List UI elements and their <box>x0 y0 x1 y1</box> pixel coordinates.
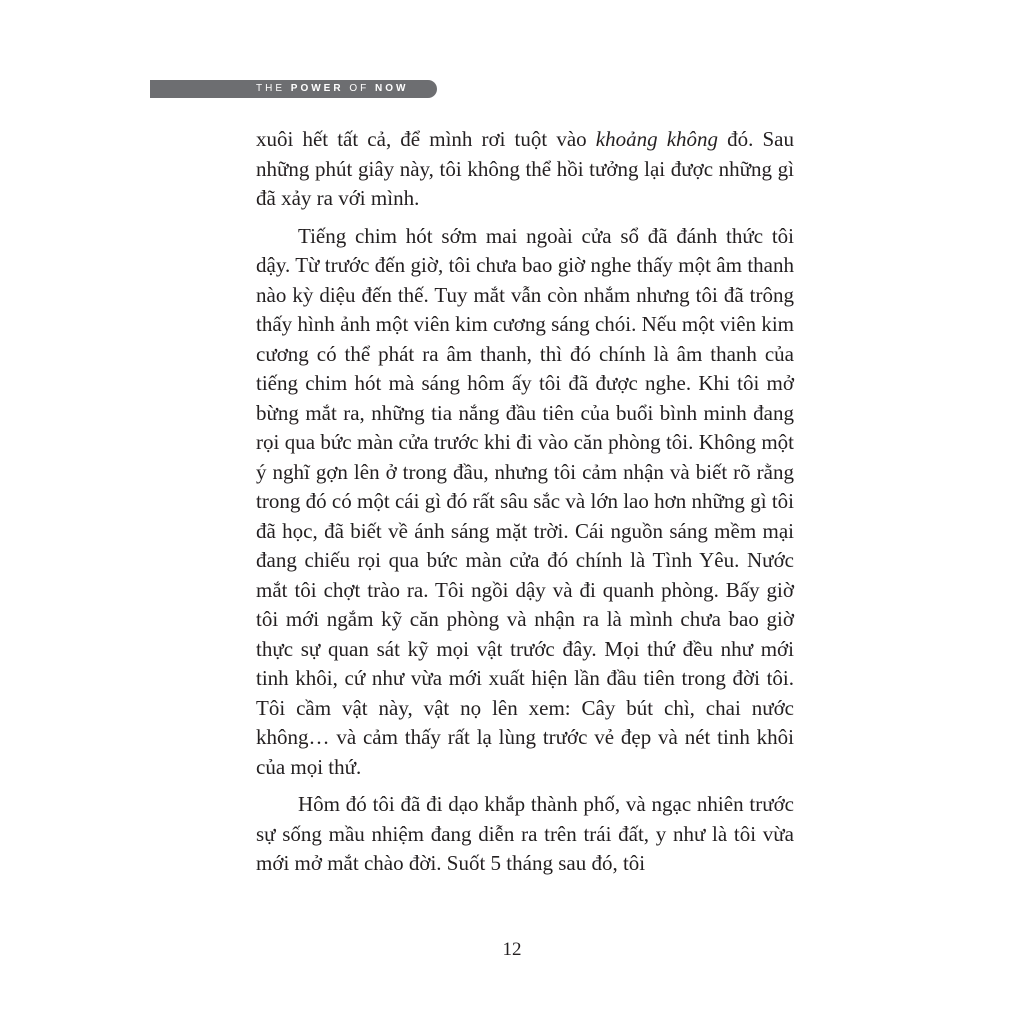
header-word-the: THE <box>256 83 285 94</box>
page-number: 12 <box>502 939 522 960</box>
paragraph: Hôm đó tôi đã đi dạo khắp thành phố, và ngạc nhiên trước sự sống mầu nhiệm đang diễn ra trên trái đất, y như là tôi vừa mới mở mắt chào đời. Suốt 5 tháng sau đó, tôi <box>256 792 794 875</box>
header-word-power: POWER <box>290 83 344 94</box>
running-header <box>150 80 437 98</box>
emphasized-phrase: khoảng không <box>595 127 719 151</box>
paragraph-text-end: đó. Sau những phút giây này, tôi không thể hồi tưởng lại được những gì đã xảy ra với mình. <box>256 127 794 210</box>
paragraph-continued <box>256 125 794 214</box>
header-word-of: OF <box>349 83 370 94</box>
header-word-now: NOW <box>375 83 409 94</box>
body-text <box>256 125 794 887</box>
paragraph: Tiếng chim hót sớm mai ngoài cửa sổ đã đánh thức tôi dậy. Từ trước đến giờ, tôi chưa bao giờ nghe thấy một âm thanh nào kỳ diệu đến thế. Tuy mắt vẫn còn nhắm nhưng tôi đã trông thấy hình ảnh một viên kim cương sáng chói. Nếu một viên kim cương có thể phát ra âm thanh, thì đó chính là âm thanh của tiếng chim hót mà sáng hôm ấy tôi đã được nghe. Khi tôi mở bừng mắt ra, những tia nắng đầu tiên của buổi bình minh đang rọi qua bức màn cửa trước khi đi vào căn phòng tôi. Không một ý nghĩ gợn lên ở trong đầu, nhưng tôi cảm nhận và biết rõ rằng trong đó có một cái gì đó rất sâu sắc và lớn lao hơn những gì tôi đã học, đã biết về ánh sáng mặt trời. Cái nguồn sáng mềm mại đang chiếu rọi qua bức màn cửa đó chính là Tình Yêu. Nước mắt tôi chợt trào ra. Tôi ngồi dậy và đi quanh phòng. Bấy giờ tôi mới ngắm kỹ căn phòng và nhận ra là mình chưa bao giờ thực sự quan sát kỹ mọi vật trước đây. Mọi thứ đều như mới tinh khôi, cứ như vừa mới xuất hiện lần đầu tiên trong đời tôi. Tôi cầm vật này, vật nọ lên xem: Cây bút chì, chai nước không… và cảm thấy rất lạ lùng trước vẻ đẹp và nét tinh khôi của mọi thứ. <box>256 223 794 779</box>
paragraph-text-start: xuôi hết tất cả, để mình rơi tuột vào <box>256 127 596 151</box>
